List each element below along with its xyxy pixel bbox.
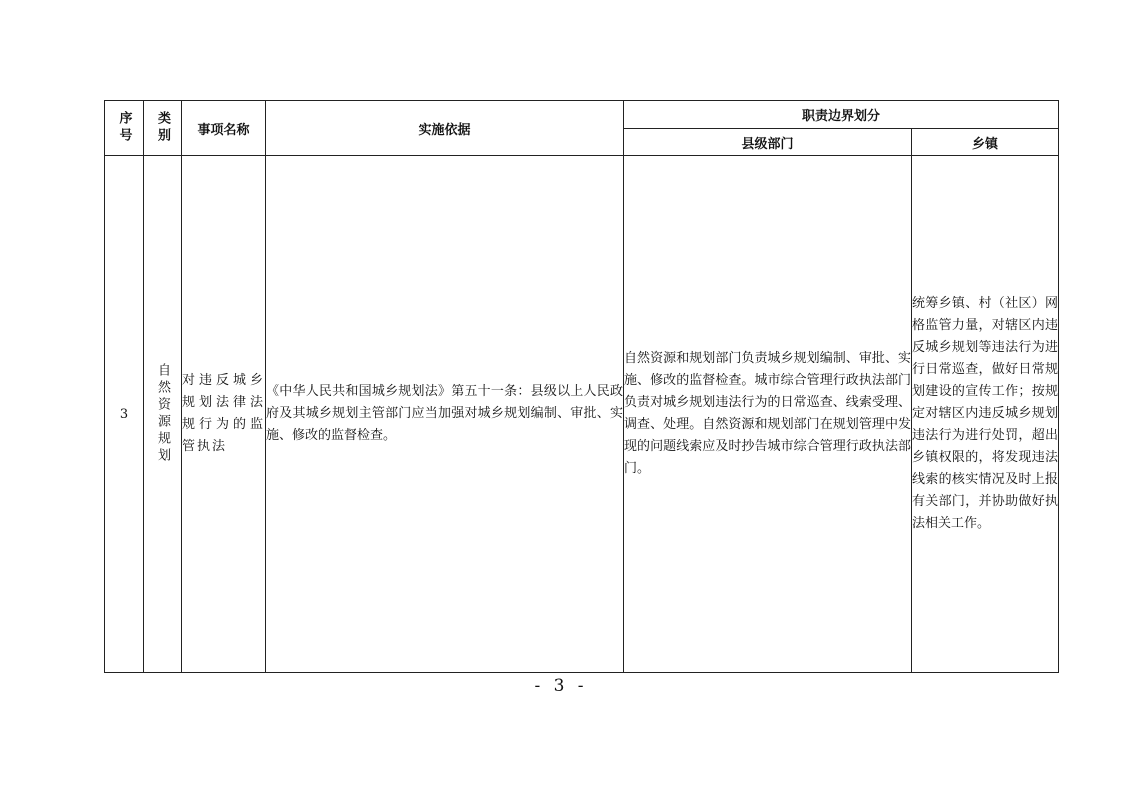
header-item-name: 事项名称 [182, 101, 266, 156]
header-category: 类别 [144, 101, 182, 156]
header-row-top [105, 101, 1059, 129]
cell-township: 统筹乡镇、村（社区）网格监管力量，对辖区内违反城乡规划等违法行为进行日常巡查，做好日常规划建设的宣传工作；按规定对辖区内违反城乡规划违法行为进行处罚，超出乡镇权限的，将发现违法线索的核实情况及时上报有关部门，并协助做好执法相关工作。 [912, 156, 1059, 673]
header-responsibility: 职责边界划分 [624, 101, 1059, 129]
responsibility-table [104, 100, 1059, 673]
header-township: 乡镇 [912, 129, 1059, 156]
cell-seq: 3 [105, 156, 144, 673]
cell-item-name: 对违反城乡规划法律法规行为的监管执法 [182, 156, 266, 673]
header-county-dept: 县级部门 [624, 129, 912, 156]
cell-county-dept: 自然资源和规划部门负责城乡规划编制、审批、实施、修改的监督检查。城市综合管理行政执法部门负责对城乡规划违法行为的日常巡查、线索受理、调查、处理。自然资源和规划部门在规划管理中发现的问题线索应及时抄告城市综合管理行政执法部门。 [624, 156, 912, 673]
page-number: - 3 - [534, 676, 588, 696]
table-row [105, 156, 1059, 673]
cell-basis: 《中华人民共和国城乡规划法》第五十一条：县级以上人民政府及其城乡规划主管部门应当加强对城乡规划编制、审批、实施、修改的监督检查。 [266, 156, 624, 673]
header-basis: 实施依据 [266, 101, 624, 156]
cell-category: 自然资源规划 [144, 156, 182, 673]
header-seq: 序号 [105, 101, 144, 156]
